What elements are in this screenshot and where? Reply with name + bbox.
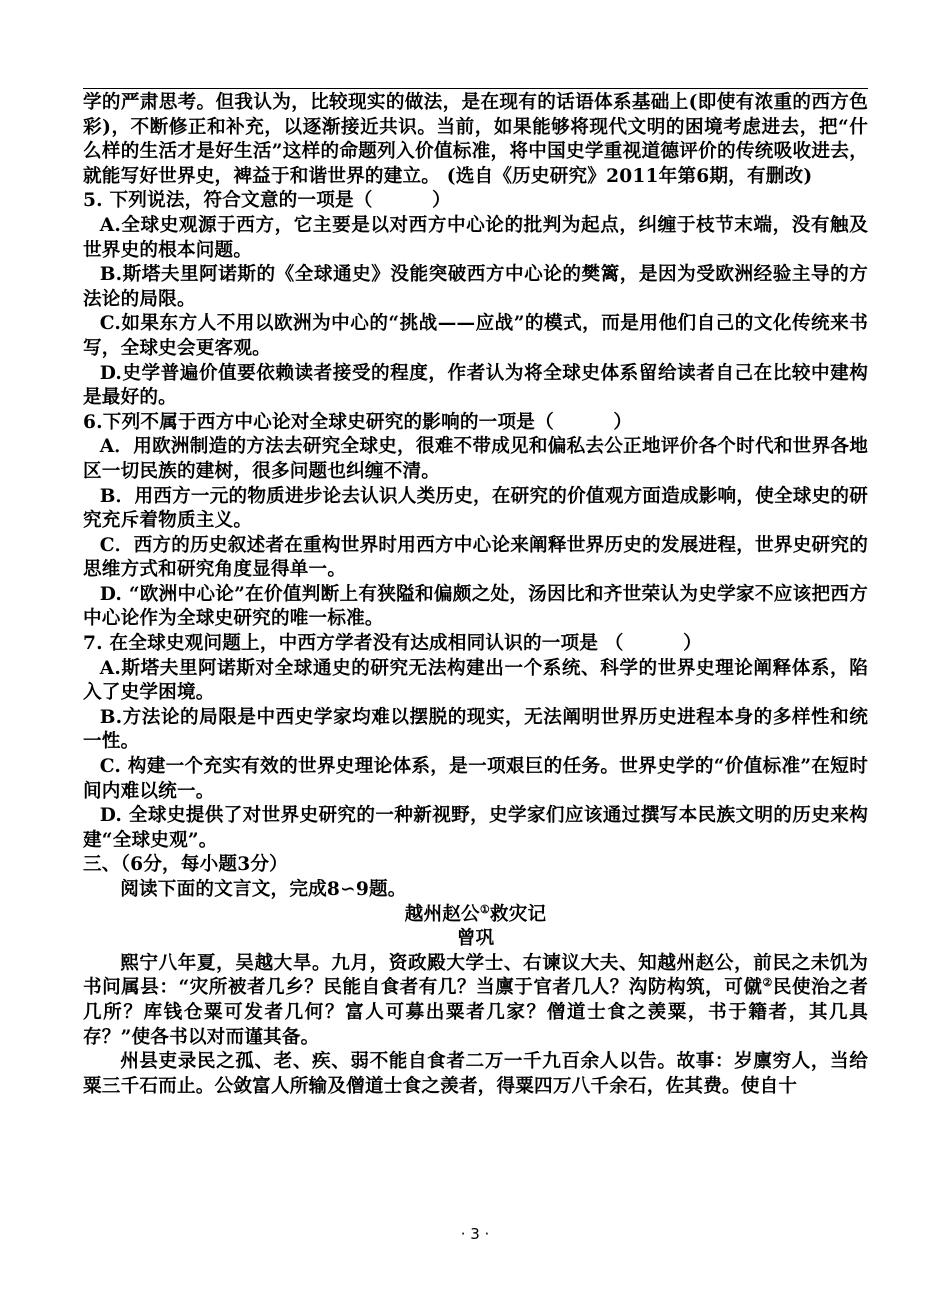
page-number: · 3 · — [460, 1225, 490, 1243]
top-rule — [83, 88, 868, 89]
passage-author: 曾巩 — [456, 928, 495, 950]
question-7-stem: 7. 在全球史观问题上，中西方学者没有达成相同认识的一项是 （ ） — [83, 633, 702, 655]
question-7 — [83, 632, 868, 853]
question-5-option-a: A.全球史观源于西方，它主要是以对西方中心论的批判为起点，纠缠于枝节末端，没有触及世界史的根本问题。 — [83, 214, 868, 261]
question-6-stem: 6.下列不属于西方中心论对全球史研究的影响的一项是（ ） — [83, 411, 633, 433]
question-6-option-c: C．西方的历史叙述者在重构世界时用西方中心论来阐释世界历史的发展进程，世界史研究的思维方式和研究角度显得单一。 — [83, 534, 868, 581]
question-7-option-d: D. 全球史提供了对世界史研究的一种新视野，史学家们应该通过撰写本民族文明的历史来构建“全球史观”。 — [83, 805, 868, 851]
question-7-option-b: B.方法论的局限是中西史学家均难以摆脱的现实，无法阐明世界历史进程本身的多样性和统一性。 — [83, 706, 868, 753]
question-5-option-d: D.史学普遍价值要依赖读者接受的程度，作者认为将全球史体系留给读者自己在比较中建构是最好的。 — [83, 362, 868, 409]
section-3 — [83, 853, 868, 1099]
passage-title: 越州赵公①救灾记 — [404, 902, 547, 925]
section-3-heading: 三、（6分，每小题3分） — [83, 854, 288, 876]
document-body — [83, 91, 868, 1099]
footnote-marker-2: ② — [762, 976, 773, 990]
passage-paragraph-2: 州县吏录民之孤、老、疾、弱不能自食者二万一千九百余人以告。故事：岁廪穷人，当给粟三千石而止。公敛富人所输及僧道士食之羡者，得粟四万八千余石，佐其费。使自十 — [83, 1051, 868, 1097]
question-7-option-c: C. 构建一个充实有效的世界史理论体系，是一项艰巨的任务。世界史学的“价值标准”在短时间内难以统一。 — [83, 756, 868, 802]
question-5-stem: 5. 下列说法，符合文意的一项是（ ） — [83, 190, 451, 212]
question-6-option-a: A．用欧洲制造的方法去研究全球史，很难不带成见和偏私去公正地评价各个时代和世界各地区一切民族的建树，很多问题也纠缠不清。 — [83, 436, 868, 482]
question-6-option-b: B．用西方一元的物质进步论去认识人类历史，在研究的价值观方面造成影响，使全球史的研究充斥着物质主义。 — [83, 485, 868, 532]
question-5 — [83, 189, 868, 410]
footnote-marker-1: ① — [479, 902, 490, 916]
question-5-option-b: B.斯塔夫里阿诺斯的《全球通史》没能突破西方中心论的樊篱，是因为受欧洲经验主导的方法论的局限。 — [83, 264, 868, 310]
continuation-paragraph: 学的严肃思考。但我认为，比较现实的做法，是在现有的话语体系基础上(即使有浓重的西方色彩)，不断修正和补充，以逐渐接近共识。当前，如果能够将现代文明的困境考虑进去，把“什么样的生活才是好生活”这样的命题列入价值标准，将中国史学重视道德评价的传统吸收进去，就能写好世界史，裨益于和谐世界的建立。 (选自《历史研究》2011年第6期，有删改) — [83, 92, 868, 187]
section-3-instruction: 阅读下面的文言文，完成8∽9题。 — [120, 879, 407, 900]
question-6 — [83, 411, 868, 632]
question-7-option-a: A.斯塔夫里阿诺斯对全球通史的研究无法构建出一个系统、科学的世界史理论阐释体系，陷入了史学困境。 — [83, 657, 868, 704]
passage-paragraph-1: 熙宁八年夏，吴越大旱。九月，资政殿大学士、右谏议大夫、知越州赵公，前民之未饥为书问属县：“灾所被者几乡？民能自食者有几？当廪于官者几人？沟防构筑，可僦②民使治之者几所？库钱仓粟可发者几何？富人可募出粟者几家？僧道士食之羡粟，书于籍者，其几具存？”使各书以对而谨其备。 — [83, 952, 868, 1048]
question-6-option-d: D. “欧洲中心论”在价值判断上有狭隘和偏颇之处，汤因比和齐世荣认为史学家不应该把西方中心论作为全球史研究的唯一标准。 — [83, 583, 868, 630]
question-5-option-c: C.如果东方人不用以欧洲为中心的“挑战——应战”的模式，而是用他们自己的文化传统来书写，全球史会更客观。 — [83, 313, 868, 359]
